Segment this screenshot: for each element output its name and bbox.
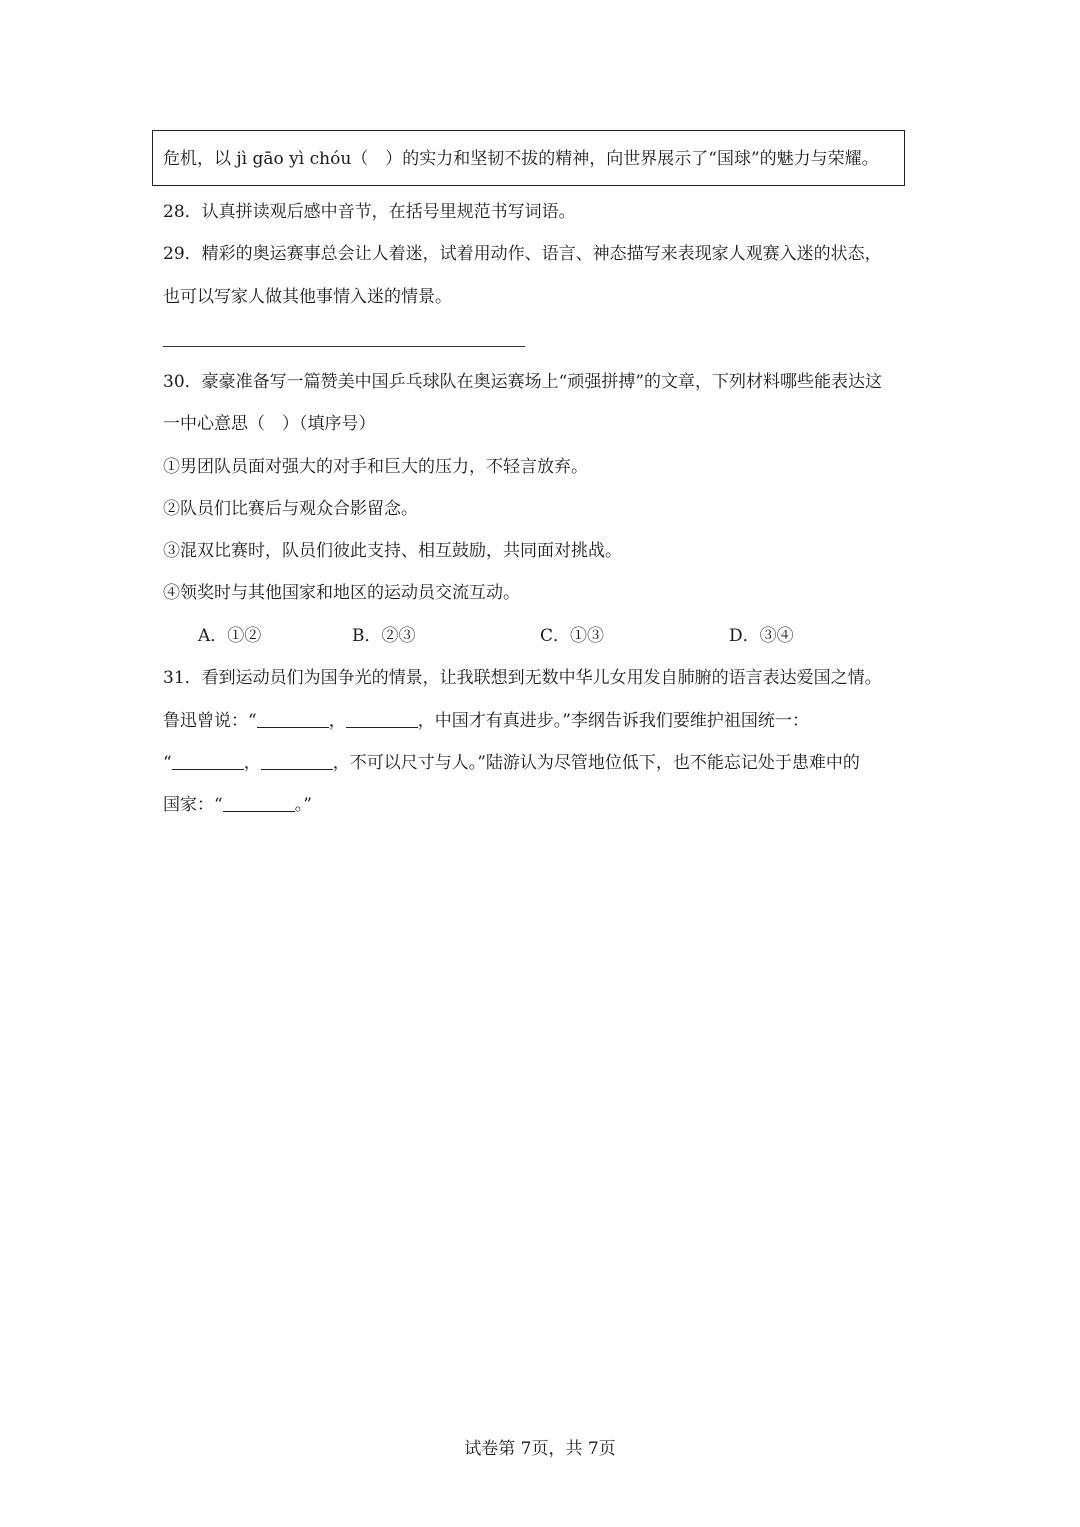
fill-blank-1[interactable] bbox=[257, 709, 329, 728]
option-d[interactable]: D．③④ bbox=[729, 626, 794, 646]
question-30-item-1: ①男团队员面对强大的对手和巨大的压力，不轻言放弃。 bbox=[163, 457, 588, 477]
fill-blank-5[interactable] bbox=[223, 793, 295, 812]
q31-line3-text-b: ， bbox=[243, 753, 261, 773]
fill-blank-2[interactable] bbox=[346, 709, 418, 728]
question-31-line-2 bbox=[163, 709, 809, 733]
fill-blank-4[interactable] bbox=[261, 751, 333, 770]
passage-box bbox=[152, 130, 905, 186]
passage-text: 危机，以 jì gāo yì chóu（ ）的实力和坚韧不拔的精神，向世界展示了“国球”的魅力与荣耀。 bbox=[163, 149, 879, 169]
question-31-line-4 bbox=[163, 793, 312, 817]
option-c[interactable]: C．①③ bbox=[540, 626, 605, 646]
question-29-line-1: 29．精彩的奥运赛事总会让人着迷，试着用动作、语言、神态描写来表现家人观赛入迷的状态， bbox=[163, 244, 882, 264]
q31-line4-text-b: 。” bbox=[294, 795, 312, 815]
question-29-line-2: 也可以写家人做其他事情入迷的情景。 bbox=[163, 287, 452, 307]
question-30-item-2: ②队员们比赛后与观众合影留念。 bbox=[163, 499, 418, 519]
question-30-item-4: ④领奖时与其他国家和地区的运动员交流互动。 bbox=[163, 583, 520, 603]
q31-line3-text-c: ，不可以尺寸与人。”陆游认为尽管地位低下，也不能忘记处于患难中的 bbox=[332, 753, 860, 773]
page-footer: 试卷第 7页，共 7页 bbox=[464, 1439, 616, 1459]
fill-blank-3[interactable] bbox=[172, 751, 244, 770]
question-30-line-1: 30．豪豪准备写一篇赞美中国乒乓球队在奥运赛场上“顽强拼搏”的文章，下列材料哪些能表达这 bbox=[163, 372, 883, 392]
q31-line2-text-b: ， bbox=[328, 711, 346, 731]
q31-line4-text-a: 国家：“ bbox=[163, 795, 223, 815]
question-28: 28．认真拼读观后感中音节，在括号里规范书写词语。 bbox=[163, 202, 576, 222]
q31-line2-text-c: ，中国才有真进步。”李纲告诉我们要维护祖国统一： bbox=[417, 711, 809, 731]
option-a[interactable]: A．①② bbox=[198, 626, 262, 646]
q31-line3-text-a: “ bbox=[163, 753, 172, 773]
question-31-line-3 bbox=[163, 751, 860, 775]
option-b[interactable]: B．②③ bbox=[352, 626, 416, 646]
question-30-line-2: 一中心意思（ ）（填序号） bbox=[163, 414, 376, 434]
q31-line2-text-a: 鲁迅曾说：“ bbox=[163, 711, 257, 731]
answer-writing-line[interactable] bbox=[163, 346, 525, 347]
question-30-item-3: ③混双比赛时，队员们彼此支持、相互鼓励，共同面对挑战。 bbox=[163, 541, 622, 561]
question-31-line-1: 31．看到运动员们为国争光的情景，让我联想到无数中华儿女用发自肺腑的语言表达爱国之情。 bbox=[163, 668, 882, 688]
